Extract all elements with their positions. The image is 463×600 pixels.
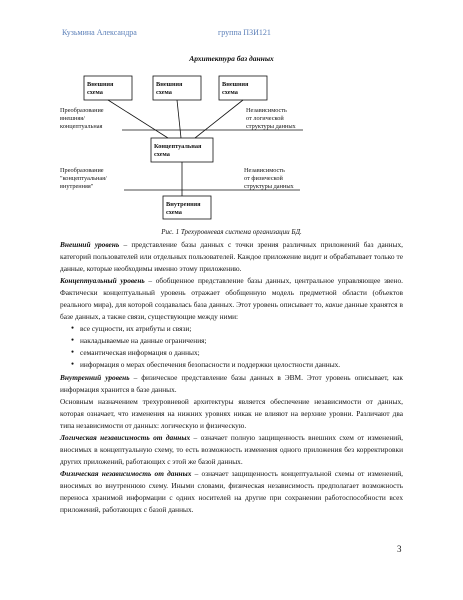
list-item: ● накладываемые на данные ограничения;: [60, 335, 403, 347]
independence-label: от физической: [244, 175, 283, 182]
conceptual-schema-box: [151, 138, 213, 162]
external-schema-label: Внешняя: [156, 81, 183, 88]
mapping-label: концептуальная: [60, 123, 103, 130]
external-schema-box-1: [84, 76, 132, 100]
bullet-list: [60, 323, 403, 371]
mapping-label: Преобразование: [60, 107, 104, 114]
conceptual-schema-label: схема: [154, 151, 170, 158]
mapping-label: Преобразование: [60, 167, 104, 174]
paragraph-text: – означает защищенность концептуальной схемы от изменений, вносимых во внутреннюю схему. Иными словами, физическая независимость предполагает возможность переноса хранимой информации с одних носителей на другие при сохранении работоспособности всех приложений, работающих с базой данных.: [60, 468, 403, 515]
page-title: Архитектура баз данных: [189, 54, 274, 63]
paragraph: [60, 275, 403, 323]
term: Логическая независимость от данных: [60, 432, 191, 442]
paragraph-text: – представление базы данных с точки зрения различных приложений баз данных, категорий пользователей или отдельных пользователей. Каждое приложение видит и обрабатывает только те данные, которые необходимы именно этому приложению.: [60, 240, 404, 274]
term: Концептуальный уровень: [60, 276, 145, 286]
paragraph: [60, 432, 403, 468]
paragraph: Основным назначением трехуровневой архитектуры является обеспечение независимости от данных, которая означает, что изменения на нижних уровнях никак не влияют на верхние уровни. Различают два типа независимости от данных: логическую и физическую.: [60, 396, 403, 430]
internal-schema-label: схема: [166, 209, 182, 216]
independence-label: от логической: [246, 115, 284, 122]
paragraph: [60, 372, 403, 396]
independence-label: структуры данных: [244, 183, 294, 190]
paragraph-text: – обобщенное представление базы данных, центральное управляющее звено. Фактически концептуальный уровень отражает обобщенную модель предметной области (объектов реального мира), для которой создавалась база данных. Этот уровень описывает то,: [60, 276, 403, 310]
paragraph: [60, 468, 403, 516]
connector-line: [108, 100, 168, 138]
mapping-label: "концептуальная/: [60, 175, 107, 182]
paragraph: [60, 239, 403, 275]
external-schema-box-2: [153, 76, 201, 100]
body-text: [60, 239, 403, 516]
paragraph-text: – физическое представление базы данных в ЭВМ. Этот уровень описывает, как информация хранится в базе данных.: [60, 372, 403, 394]
external-schema-label: Внешняя: [222, 81, 249, 88]
conceptual-schema-label: Концептуальная: [154, 143, 202, 150]
figure-caption: Рис. 1 Трехуровневая система организации БД.: [161, 228, 302, 236]
external-schema-label: Внешняя: [87, 81, 114, 88]
list-item: ● все сущности, их атрибуты и связи;: [60, 323, 403, 335]
independence-label: Независимость: [246, 107, 287, 114]
term: Физическая независимость от данных: [60, 468, 192, 478]
page-number: 3: [397, 544, 402, 554]
header-author: Кузьмина Александра: [62, 28, 137, 37]
header-group: группа ПЗИ121: [218, 28, 271, 37]
external-schema-label: схема: [222, 89, 238, 96]
external-schema-label: схема: [87, 89, 103, 96]
connector-line: [195, 100, 243, 138]
term: Внешний уровень: [60, 240, 120, 249]
paragraph-text: данные хранятся в базе данных, а также связи, существующие между ними:: [60, 300, 403, 322]
external-schema-label: схема: [156, 89, 172, 96]
mapping-label: внешняя/: [60, 115, 85, 122]
emphasis: какие: [325, 300, 343, 310]
internal-schema-label: Внутренняя: [166, 201, 201, 208]
connector-line: [177, 100, 181, 138]
architecture-diagram: [0, 0, 463, 230]
mapping-label: внутренняя": [60, 183, 94, 190]
paragraph-text: – означает полную защищенность внешних схем от изменений, вносимых в концептуальную схему, то есть возможность изменения одного приложения без корректировки других приложений, работающих с этой же базой данных.: [60, 432, 403, 466]
list-item: ● информация о мерах обеспечения безопасности и поддержки целостности данных.: [60, 359, 403, 371]
external-schema-box-3: [219, 76, 267, 100]
independence-label: структуры данных: [246, 123, 296, 130]
independence-label: Независимость: [244, 167, 285, 174]
term: Внутренний уровень: [60, 372, 130, 382]
list-item: ● семантическая информация о данных;: [60, 347, 403, 359]
